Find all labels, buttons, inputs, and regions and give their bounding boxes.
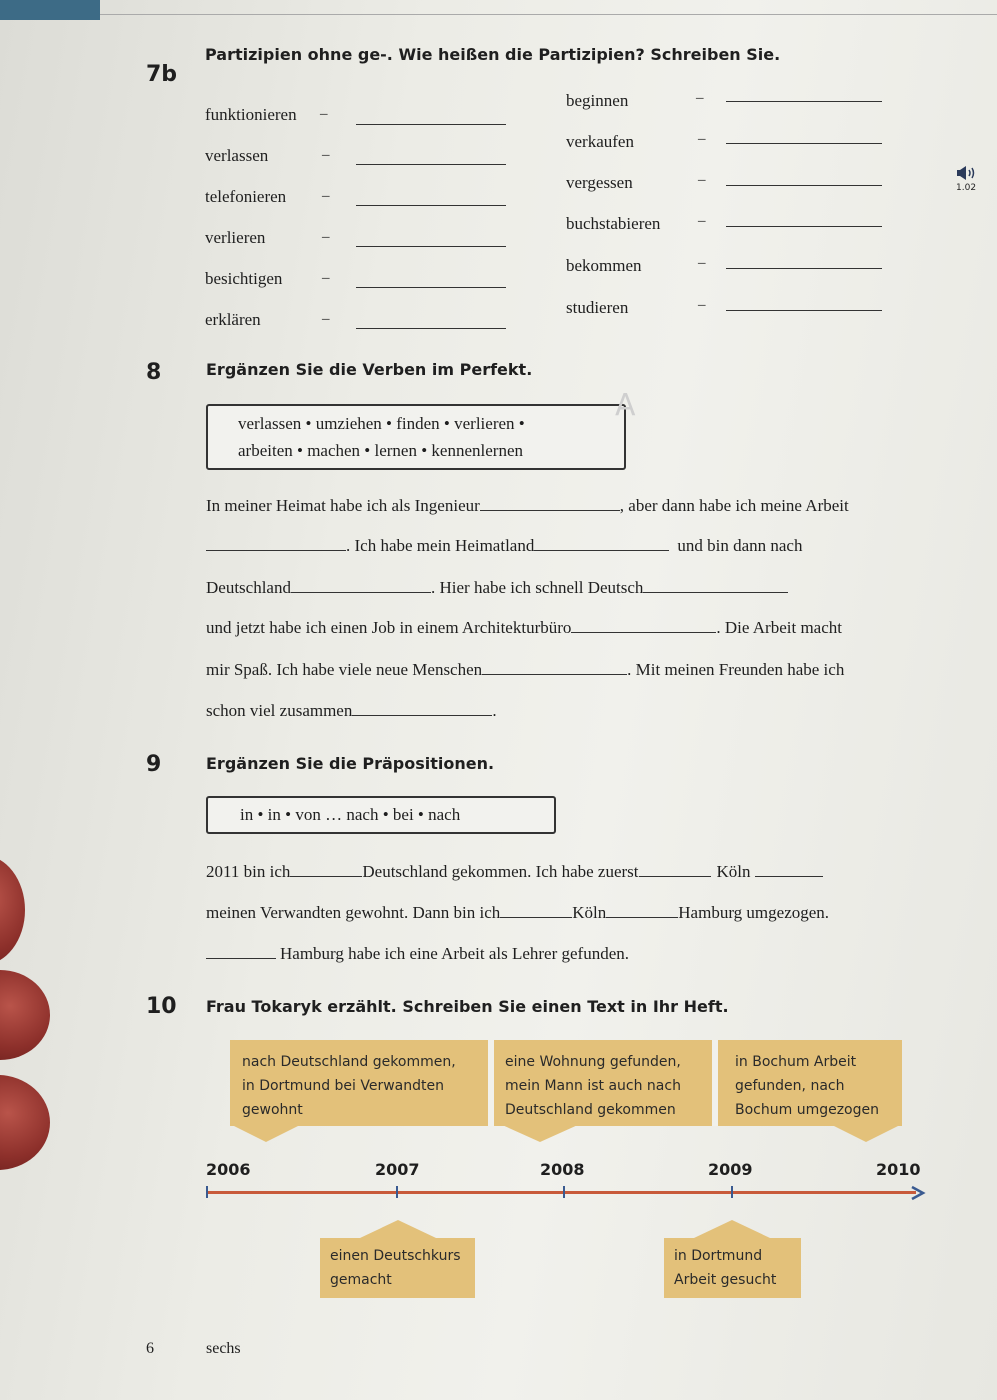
answer-blank[interactable] xyxy=(482,660,627,675)
word-box-line: in • in • von … nach • bei • nach xyxy=(240,805,461,824)
answer-blank[interactable] xyxy=(571,618,716,633)
note-line: in Dortmund xyxy=(674,1248,763,1264)
timeline-tick xyxy=(731,1186,733,1198)
note-line: mein Mann ist auch nach xyxy=(505,1078,681,1094)
sentence-text: schon viel zusammen xyxy=(206,701,353,720)
audio-track-number: 1.02 xyxy=(956,183,977,193)
sentence-text: und bin dann nach xyxy=(677,536,803,555)
dash: – xyxy=(698,213,706,229)
timeline-note xyxy=(232,1044,487,1128)
timeline-year: 2008 xyxy=(540,1160,585,1179)
word-box-line: verlassen • umziehen • finden • verlieren • xyxy=(238,414,525,433)
sentence-line xyxy=(206,660,844,680)
word-box xyxy=(206,796,556,834)
sentence-line xyxy=(206,536,802,556)
dash: – xyxy=(322,188,330,204)
timeline-year: 2009 xyxy=(708,1160,753,1179)
sentence-text: In meiner Heimat habe ich als Ingenieur xyxy=(206,496,480,515)
exercise-7b-title: Partizipien ohne ge-. Wie heißen die Partizipien? Schreiben Sie. xyxy=(205,45,781,64)
dash: – xyxy=(320,106,328,122)
banner-divider xyxy=(488,1040,494,1126)
answer-blank[interactable] xyxy=(480,496,620,511)
finger-shape xyxy=(0,1075,50,1170)
dash: – xyxy=(322,229,330,245)
verb-item: telefonieren xyxy=(205,187,287,206)
verb-item: erklären xyxy=(205,310,261,329)
top-corner-shape xyxy=(0,0,100,20)
answer-blank[interactable] xyxy=(291,578,431,593)
exercise-9-title: Ergänzen Sie die Präpositionen. xyxy=(206,754,495,773)
sentence-text: Hamburg umgezogen. xyxy=(678,903,830,922)
page-number-word: sechs xyxy=(206,1340,241,1357)
show-through-text: A xyxy=(615,388,636,423)
answer-blank[interactable] xyxy=(356,205,506,206)
word-box xyxy=(206,404,626,470)
exercise-7b-number: 7b xyxy=(146,62,178,87)
note-line: gewohnt xyxy=(242,1102,303,1118)
verb-item: besichtigen xyxy=(205,269,283,288)
verb-item: beginnen xyxy=(566,91,629,110)
exercise-9-number: 9 xyxy=(146,752,162,777)
answer-blank[interactable] xyxy=(290,862,362,877)
answer-blank[interactable] xyxy=(500,903,572,918)
verb-item: buchstabieren xyxy=(566,214,661,233)
timeline-note xyxy=(725,1044,900,1128)
sentence-text: 2011 bin ich xyxy=(206,862,291,881)
sentence-line xyxy=(206,496,849,516)
answer-blank[interactable] xyxy=(206,536,346,551)
timeline-note xyxy=(664,1238,801,1298)
note-line: gefunden, nach xyxy=(735,1078,845,1094)
sentence-line xyxy=(206,578,788,598)
answer-blank[interactable] xyxy=(726,268,882,269)
answer-blank[interactable] xyxy=(643,578,788,593)
answer-blank[interactable] xyxy=(606,903,678,918)
sentence-text: , aber dann habe ich meine Arbeit xyxy=(619,496,849,515)
timeline-year: 2006 xyxy=(206,1160,251,1179)
sentence-text: Deutschland gekommen. Ich habe zuerst xyxy=(362,862,639,881)
sentence-text: . Hier habe ich schnell Deutsch xyxy=(430,578,644,597)
sentence-text: . Mit meinen Freunden habe ich xyxy=(627,660,845,679)
sentence-line xyxy=(206,944,629,964)
answer-blank[interactable] xyxy=(356,164,506,165)
verb-item: funktionieren xyxy=(205,105,297,124)
answer-blank[interactable] xyxy=(534,536,669,551)
banner-pointer xyxy=(694,1220,770,1238)
dash: – xyxy=(698,131,706,147)
timeline-line xyxy=(206,1191,916,1194)
verb-item: studieren xyxy=(566,298,629,317)
sentence-text: . Die Arbeit macht xyxy=(716,618,842,637)
note-line: nach Deutschland gekommen, xyxy=(242,1054,456,1070)
note-line: gemacht xyxy=(330,1272,392,1288)
sentence-text: meinen Verwandten gewohnt. Dann bin ich xyxy=(206,903,501,922)
top-rule xyxy=(100,14,997,15)
audio-icon[interactable] xyxy=(956,166,978,180)
note-line: in Bochum Arbeit xyxy=(735,1054,857,1070)
timeline-note xyxy=(320,1238,475,1298)
answer-blank[interactable] xyxy=(726,143,882,144)
answer-blank[interactable] xyxy=(755,862,823,877)
note-line: Deutschland gekommen xyxy=(505,1102,676,1118)
exercise-10-number: 10 xyxy=(146,994,177,1019)
answer-blank[interactable] xyxy=(356,328,506,329)
sentence-line xyxy=(206,862,823,882)
answer-blank[interactable] xyxy=(206,944,276,959)
dash: – xyxy=(696,90,704,106)
answer-blank[interactable] xyxy=(639,862,711,877)
verb-item: verlieren xyxy=(205,228,266,247)
timeline-note xyxy=(495,1044,710,1128)
answer-blank[interactable] xyxy=(726,310,882,311)
exercise-8-number: 8 xyxy=(146,360,162,385)
banner-divider xyxy=(712,1040,718,1126)
note-line: einen Deutschkurs xyxy=(330,1248,461,1264)
answer-blank[interactable] xyxy=(726,226,882,227)
dash: – xyxy=(322,270,330,286)
note-line: eine Wohnung gefunden, xyxy=(505,1054,681,1070)
finger-shape xyxy=(0,855,25,965)
finger-shape xyxy=(0,970,50,1060)
timeline-arrow-icon xyxy=(910,1185,926,1206)
note-line: in Dortmund bei Verwandten xyxy=(242,1078,444,1094)
answer-blank[interactable] xyxy=(726,185,882,186)
word-box-line: arbeiten • machen • lernen • kennenlernen xyxy=(238,441,523,460)
sentence-text: und jetzt habe ich einen Job in einem Architekturbüro xyxy=(206,618,572,637)
sentence-text: . xyxy=(492,701,497,720)
dash: – xyxy=(698,255,706,271)
sentence-line xyxy=(206,701,497,721)
timeline-tick xyxy=(563,1186,565,1198)
page-number: 6 xyxy=(146,1340,154,1357)
sentence-text: Köln xyxy=(716,862,751,881)
answer-blank[interactable] xyxy=(726,101,882,102)
timeline-tick xyxy=(206,1186,208,1198)
note-line: Arbeit gesucht xyxy=(674,1272,777,1288)
dash: – xyxy=(322,147,330,163)
sentence-text: Köln xyxy=(572,903,607,922)
answer-blank[interactable] xyxy=(352,701,492,716)
sentence-text: Hamburg habe ich eine Arbeit als Lehrer gefunden. xyxy=(280,944,629,963)
sentence-line xyxy=(206,618,842,638)
answer-blank[interactable] xyxy=(356,124,506,125)
verb-item: vergessen xyxy=(566,173,633,192)
exercise-10-title: Frau Tokaryk erzählt. Schreiben Sie einen Text in Ihr Heft. xyxy=(206,997,729,1016)
verb-item: verkaufen xyxy=(566,132,634,151)
banner-pointer xyxy=(360,1220,436,1238)
verb-item: verlassen xyxy=(205,146,269,165)
exercise-8-title: Ergänzen Sie die Verben im Perfekt. xyxy=(206,360,533,379)
sentence-text: . Ich habe mein Heimatland xyxy=(346,536,535,555)
note-line: Bochum umgezogen xyxy=(735,1102,879,1118)
timeline-year: 2010 xyxy=(876,1160,921,1179)
dash: – xyxy=(322,311,330,327)
verb-item: bekommen xyxy=(566,256,642,275)
sentence-text: mir Spaß. Ich habe viele neue Menschen xyxy=(206,660,483,679)
dash: – xyxy=(698,297,706,313)
sentence-line xyxy=(206,903,829,923)
timeline-tick xyxy=(396,1186,398,1198)
timeline-year: 2007 xyxy=(375,1160,420,1179)
answer-blank[interactable] xyxy=(356,287,506,288)
dash: – xyxy=(698,172,706,188)
answer-blank[interactable] xyxy=(356,246,506,247)
sentence-text: Deutschland xyxy=(206,578,291,597)
